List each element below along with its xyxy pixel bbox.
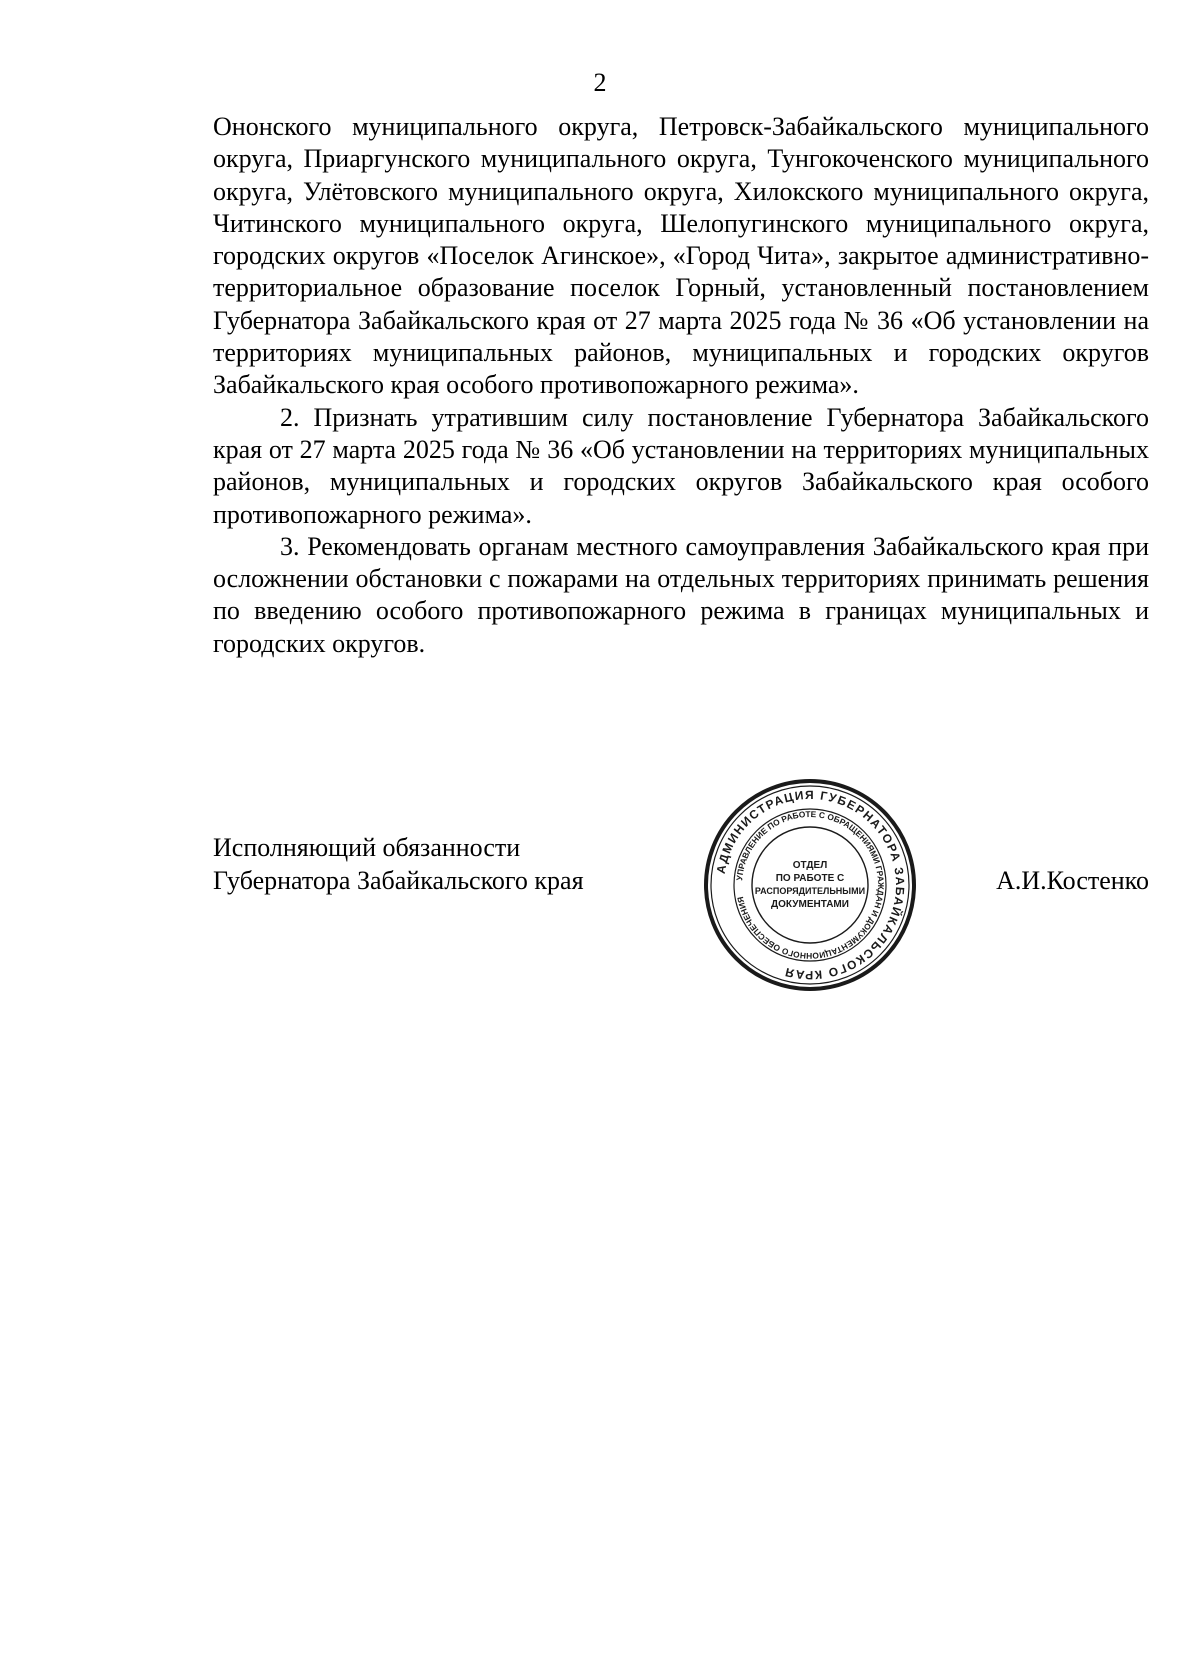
seal-center-line-4: ДОКУМЕНТАМИ bbox=[771, 899, 849, 910]
seal-icon bbox=[700, 775, 920, 995]
seal-inner-text: УПРАВЛЕНИЕ ПО РАБОТЕ С ОБРАЩЕНИЯМИ ГРАЖДАН И ДОКУМЕНТАЦИОННОГО ОБЕСПЕЧЕНИЯ bbox=[734, 808, 887, 962]
page-number: 2 bbox=[593, 68, 607, 97]
signatory-position-line-2: Губернатора Забайкальского края bbox=[213, 866, 584, 895]
seal-center-line-2: ПО РАБОТЕ С bbox=[775, 873, 845, 884]
seal-outer-text: АДМИНИСТРАЦИЯ ГУБЕРНАТОРА ЗАБАЙКАЛЬСКОГО КРАЯ bbox=[713, 787, 908, 983]
document-body bbox=[213, 111, 1149, 660]
official-seal-stamp bbox=[700, 775, 920, 995]
seal-center-line-1: ОТДЕЛ bbox=[792, 860, 828, 871]
seal-center-line-3: РАСПОРЯДИТЕЛЬНЫМИ bbox=[754, 886, 866, 896]
paragraph-item-3: 3. Рекомендовать органам местного самоуправления Забайкальского края при осложнении обстановки с пожарами на отдельных территориях принимать решения по введению особого противопожарного режима в границах муниципальных и городских округов. bbox=[213, 531, 1149, 658]
paragraph-item-2: 2. Признать утратившим силу постановление Губернатора Забайкальского края от 27 марта 2025 года № 36 «Об установлении на территориях муниципальных районов, муниципальных и городских округов Забайкальского края особого противопожарного режима». bbox=[213, 402, 1149, 529]
svg-text:УПРАВЛЕНИЕ ПО РАБОТЕ С ОБРАЩЕН bbox=[734, 809, 886, 961]
paragraph-continuation: Ононского муниципального округа, Петровск-Забайкальского муниципального округа, Приаргунского муниципального округа, Тунгокоченского муниципального округа, Улётовского муниципального округа, Хилокского муниципального округа, Читинского муниципального округа, Шелопугинского муниципального округа, городских округов «Поселок Агинское», «Город Чита», закрытое административно-территориальное образование поселок Горный, установленный постановлением Губернатора Забайкальского края от 27 марта 2025 года № 36 «Об установлении на территориях муниципальных районов, муниципальных и городских округов Забайкальского края особого противопожарного режима». bbox=[213, 112, 1149, 400]
signatory-position bbox=[213, 831, 584, 897]
signatory-position-line-1: Исполняющий обязанности bbox=[213, 833, 521, 862]
signatory-name: А.И.Костенко bbox=[996, 866, 1149, 895]
